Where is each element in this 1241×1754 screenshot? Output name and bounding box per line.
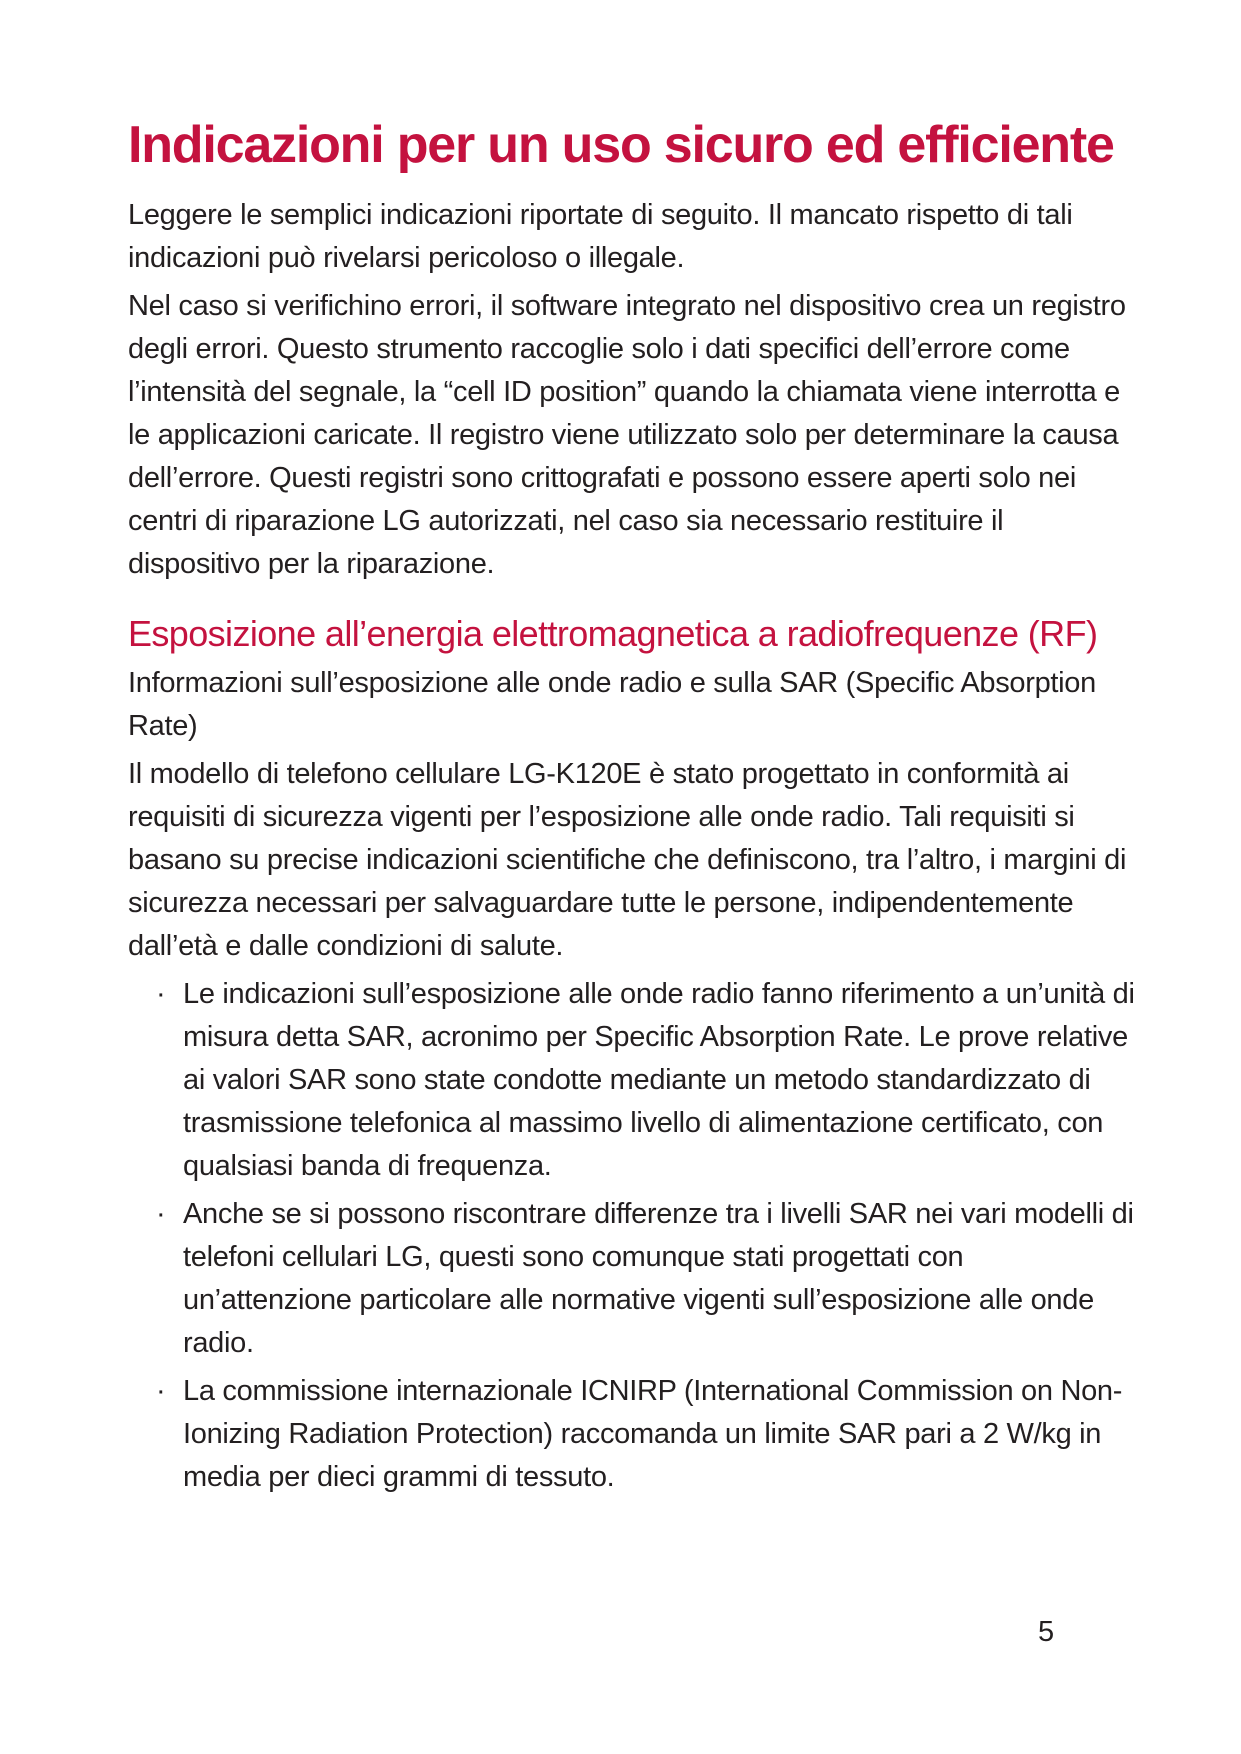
page-content: [128, 110, 1138, 1499]
list-item-text: Anche se si possono riscontrare differenze tra i livelli SAR nei vari modelli di telefoni cellulari LG, questi sono comunque stati progettati con un’attenzione particolare alle normative vigenti sull’esposizione alle onde radio.: [183, 1198, 1134, 1359]
conformity-paragraph: Il modello di telefono cellulare LG-K120E è stato progettato in conformità ai requisiti di sicurezza vigenti per l’esposizione alle onde radio. Tali requisiti si basano su precise indicazioni scientifiche che definiscono, tra l’altro, i margini di sicurezza necessari per salvaguardare tutte le persone, indipendentemente dall’età e dalle condizioni di salute.: [128, 758, 1127, 962]
intro-paragraph-1: Leggere le semplici indicazioni riportate di seguito. Il mancato rispetto di tali indicazioni può rivelarsi pericoloso o illegale.: [128, 199, 1073, 274]
list-item: [128, 973, 1138, 1188]
page-number: 5: [1038, 1616, 1055, 1648]
bullet-marker: ·: [156, 1375, 166, 1407]
bullet-marker: ·: [156, 978, 166, 1010]
intro-paragraph-2: Nel caso si verifichino errori, il software integrato nel dispositivo crea un registro degli errori. Questo strumento raccoglie solo i dati specifici dell’errore come l’intensità del segnale, la “cell ID position” quando la chiamata viene interrotta e le applicazioni caricate. Il registro viene utilizzato solo per determinare la causa dell’errore. Questi registri sono crittografati e possono essere aperti solo nei centri di riparazione LG autorizzati, nel caso sia necessario restituire il dispositivo per la riparazione.: [128, 290, 1126, 580]
sar-info-paragraph: Informazioni sull’esposizione alle onde radio e sulla SAR (Specific Absorption Rate): [128, 667, 1096, 742]
section-heading-rf: Esposizione all’energia elettromagnetica a radiofrequenze (RF): [128, 613, 1098, 654]
list-item: [128, 1370, 1138, 1499]
page-title: Indicazioni per un uso sicuro ed efficiente: [128, 116, 1114, 174]
bullet-marker: ·: [156, 1198, 166, 1230]
list-item-text: Le indicazioni sull’esposizione alle onde radio fanno riferimento a un’unità di misura detta SAR, acronimo per Specific Absorption Rate. Le prove relative ai valori SAR sono state condotte mediante un metodo standardizzato di trasmissione telefonica al massimo livello di alimentazione certificato, con qualsiasi banda di frequenza.: [183, 978, 1135, 1182]
list-item-text: La commissione internazionale ICNIRP (International Commission on Non-Ionizing Radiation Protection) raccomanda un limite SAR pari a 2 W/kg in media per dieci grammi di tessuto.: [183, 1375, 1123, 1493]
list-item: [128, 1193, 1138, 1365]
sar-bullet-list: [128, 973, 1138, 1499]
